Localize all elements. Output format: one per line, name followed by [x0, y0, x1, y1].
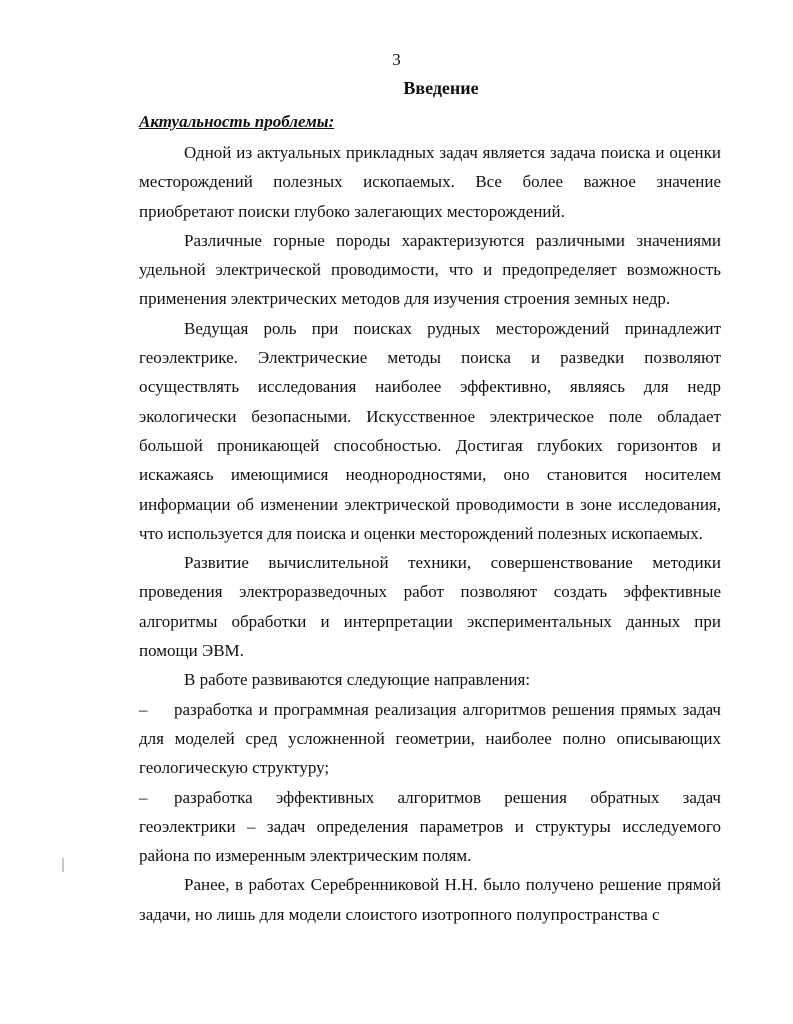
- paragraph-4: Развитие вычислительной техники, совершенствование методики проведения электроразведочных работ позволяют создать эффективные алгоритмы обработки и интерпретации экспериментальных данных при помощи ЭВМ.: [139, 553, 721, 661]
- bullet-dash: –: [139, 699, 148, 719]
- bullet-item-1: [139, 695, 721, 783]
- bullet-text: разработка эффективных алгоритмов решения обратных задач геоэлектрики – задач определения параметров и структуры исследуемого района по измеренным электрическим полям.: [139, 787, 721, 866]
- page-title: Введение: [403, 78, 479, 98]
- page-number: 3: [392, 50, 401, 69]
- paragraph-2: Различные горные породы характеризуются различными значениями удельной электрической проводимости, что и предопределяет возможность применения электрических методов для изучения строения земных недр.: [139, 230, 721, 309]
- scan-artifact: [62, 858, 64, 872]
- section-heading: Актуальность проблемы:: [139, 112, 335, 131]
- body-text: [139, 138, 721, 929]
- paragraph-5: В работе развиваются следующие направления:: [184, 670, 531, 690]
- paragraph-1: Одной из актуальных прикладных задач является задача поиска и оценки месторождений полезных ископаемых. Все более важное значение приобретают поиски глубоко залегающих месторождений.: [139, 143, 721, 221]
- paragraph-3: Ведущая роль при поисках рудных месторождений принадлежит геоэлектрике. Электрические методы поиска и разведки позволяют осуществлять исследования наиболее эффективно, являясь для недр экологически безопасными. Искусственное электрическое поле обладает большой проникающей способностью. Достигая глубоких горизонтов и искажаясь имеющимися неоднородностями, оно становится носителем информации об изменении электрической проводимости в зоне исследования, что используется для поиска и оценки месторождений полезных ископаемых.: [139, 318, 721, 543]
- bullet-item-2: [139, 783, 721, 871]
- bullet-text: разработка и программная реализация алгоритмов решения прямых задач для моделей сред усложненной геометрии, наиболее полно описывающих геологическую структуру;: [139, 699, 721, 778]
- bullet-dash: –: [139, 787, 148, 807]
- paragraph-final: Ранее, в работах Серебренниковой Н.Н. было получено решение прямой задачи, но лишь для модели слоистого изотропного полупространства с: [139, 875, 721, 924]
